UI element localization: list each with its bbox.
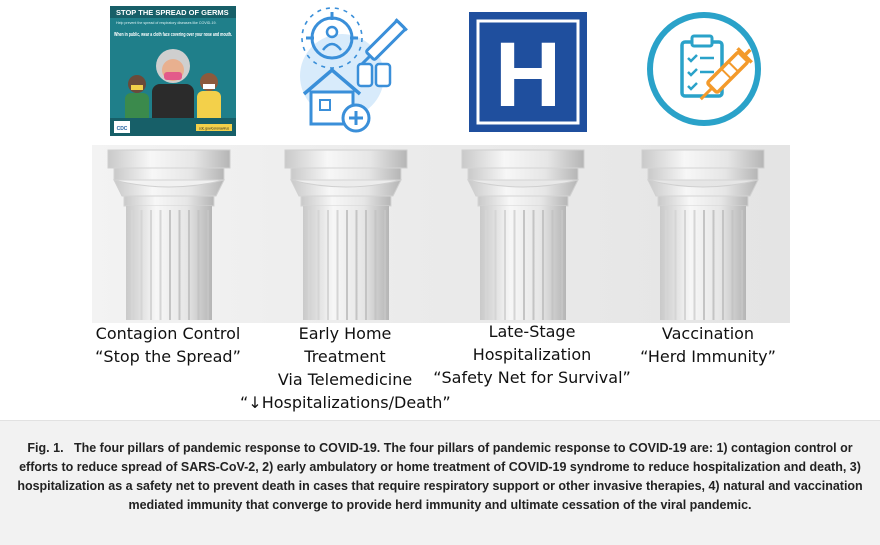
pillar-label-3 <box>430 320 634 389</box>
cdc-url: cdc.gov/coronavirus <box>198 126 230 131</box>
hospital-letter: H <box>494 24 562 126</box>
pillar-2 <box>283 150 409 320</box>
pillar-label-2 <box>240 322 450 414</box>
cdc-poster-icon <box>110 6 246 136</box>
pillar-label-line: Late-Stage <box>488 322 576 341</box>
pillar-label-4 <box>628 322 788 368</box>
pillar-label-line: Hospitalization <box>472 345 592 364</box>
pillar-label-line: Via Telemedicine <box>277 370 413 389</box>
pillar-label-line: “Stop the Spread” <box>95 347 241 366</box>
hospital-icon <box>469 12 587 136</box>
pillar-label-line: Early Home <box>298 324 392 343</box>
caption-text: The four pillars of pandemic response to COVID-19. The four pillars of pandemic response to COVID-19 are: 1) contagion control or efforts to reduce spread of SARS-CoV-2, 2) early ambulatory or home treatment of COVID-19 syndrome to reduce hospitalization and death, 3) hospitalization as a safety net to prevent death in cases that require respiratory support or other invasive therapies, 4) natural and vaccination mediated immunity that converge to provide herd immunity and ultimate cessation of the viral pandemic. <box>17 441 863 512</box>
pillar-label-line: “Safety Net for Survival” <box>433 368 631 387</box>
figure-caption <box>0 420 880 545</box>
pillar-label-line: Contagion Control <box>95 324 241 343</box>
pillar-label-line: “Herd Immunity” <box>640 347 776 366</box>
pillar-label-line: Treatment <box>304 347 386 366</box>
pillar-label-line: “↓Hospitalizations/Death” <box>240 393 451 412</box>
caption-paragraph <box>10 439 870 515</box>
pillar-label-line: Vaccination <box>661 324 755 343</box>
cdc-poster-title: STOP THE SPREAD OF GERMS <box>116 8 229 17</box>
pillar-3 <box>460 150 586 320</box>
caption-label: Fig. 1. <box>27 441 64 455</box>
pillar-1 <box>106 150 232 320</box>
cdc-logo: CDC <box>116 126 128 132</box>
cdc-poster-subtitle: Help prevent the spread of respiratory diseases like COVID-19. <box>116 21 217 25</box>
pillar-label-1 <box>87 322 249 368</box>
vaccination-icon <box>636 6 772 136</box>
cdc-poster-body: When in public, wear a cloth face covering over your nose and mouth. <box>114 32 233 38</box>
telemedicine-icon <box>284 6 420 136</box>
pillar-4 <box>640 150 766 320</box>
